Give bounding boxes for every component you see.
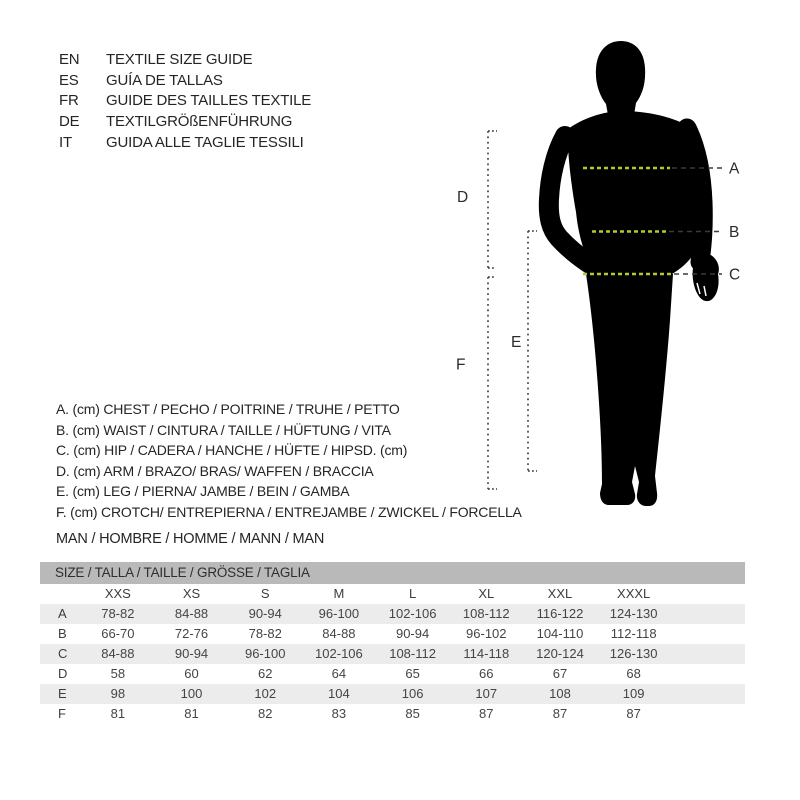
- table-cell: 81: [110, 706, 126, 721]
- measure-label-waist: B: [729, 224, 740, 241]
- table-cell: 78-82: [248, 626, 282, 641]
- table-cell: 116-122: [536, 606, 584, 621]
- table-cell: 98: [110, 686, 126, 701]
- legend-item-waist: B. (cm) WAIST / CINTURA / TAILLE / HÜFTUNG / VITA: [56, 421, 391, 438]
- table-cell: 102-106: [315, 646, 363, 661]
- table-cell: 58: [110, 666, 126, 681]
- measure-label-arm: D: [457, 189, 469, 206]
- table-cell: 87: [626, 706, 641, 721]
- measure-label-hip: C: [729, 266, 741, 284]
- table-cell: 108-112: [389, 646, 436, 661]
- table-cell: 78-82: [101, 606, 135, 621]
- language-title: GUIDE DES TAILLES TEXTILE: [106, 92, 312, 110]
- measurement-legend: [56, 399, 522, 523]
- language-code: FR: [59, 92, 79, 110]
- table-cell: 106: [401, 686, 424, 701]
- table-cell: 66: [479, 666, 494, 681]
- table-cell: 87: [552, 706, 568, 721]
- row-label: F: [58, 706, 66, 721]
- language-title: TEXTILGRÖßENFÜHRUNG: [106, 113, 293, 131]
- size-header-row: [40, 584, 745, 604]
- category-line: MAN / HOMBRE / HOMME / MANN / MAN: [56, 531, 325, 547]
- table-cell: 104: [328, 686, 350, 701]
- table-cell: 84-88: [174, 606, 209, 621]
- table-cell: 66-70: [101, 626, 135, 641]
- table-cell: 109: [622, 686, 645, 701]
- measure-label-leg: E: [511, 334, 522, 351]
- row-label: D: [58, 666, 68, 681]
- table-cell: 84-88: [101, 646, 135, 661]
- table-cell: 84-88: [322, 626, 356, 641]
- table-cell: 68: [626, 666, 641, 681]
- size-col-header: M: [333, 586, 345, 601]
- measure-label-crotch: F: [456, 356, 466, 374]
- table-cell: 108-112: [462, 606, 510, 621]
- table-cell: 64: [331, 666, 347, 681]
- table-cell: 60: [184, 666, 199, 681]
- table-cell: 96-100: [318, 606, 360, 621]
- measure-label-chest: A: [729, 160, 740, 178]
- size-col-header: XXL: [547, 586, 573, 601]
- table-cell: 90-94: [174, 646, 209, 661]
- language-code: DE: [59, 113, 80, 131]
- table-row-waist: [40, 624, 745, 644]
- table-cell: 82: [257, 706, 273, 721]
- size-col-header: S: [260, 586, 270, 601]
- table-cell: 108: [549, 686, 571, 701]
- table-cell: 90-94: [395, 626, 430, 641]
- table-cell: 120-124: [536, 646, 584, 661]
- size-col-header: XXS: [104, 586, 131, 601]
- size-table-title: SIZE / TALLA / TAILLE / GRÖSSE / TAGLIA: [40, 562, 745, 584]
- table-cell: 112-118: [610, 626, 657, 641]
- table-row-leg: [40, 684, 745, 704]
- table-cell: 100: [180, 686, 203, 701]
- legend-item-chest: A. (cm) CHEST / PECHO / POITRINE / TRUHE / PETTO: [56, 401, 400, 417]
- row-label: B: [58, 626, 67, 641]
- size-table: [40, 562, 745, 724]
- table-row-crotch: [40, 704, 745, 724]
- table-cell: 104-110: [536, 626, 584, 641]
- table-cell: 67: [552, 666, 568, 681]
- table-cell: 87: [479, 706, 494, 721]
- table-cell: 81: [184, 706, 199, 721]
- table-row-hip: [40, 644, 745, 664]
- language-title: TEXTILE SIZE GUIDE: [106, 51, 253, 68]
- table-cell: 90-94: [248, 606, 282, 621]
- table-cell: 114-118: [463, 646, 510, 661]
- row-label: E: [58, 686, 67, 701]
- row-label: C: [58, 646, 68, 661]
- table-cell: 102: [254, 686, 277, 701]
- table-cell: 72-76: [174, 626, 209, 641]
- table-cell: 83: [331, 706, 347, 721]
- table-cell: 96-100: [244, 646, 286, 661]
- size-col-header: XS: [182, 586, 201, 601]
- table-cell: 85: [405, 706, 420, 721]
- legend-item-leg: E. (cm) LEG / PIERNA/ JAMBE / BEIN / GAMBA: [56, 483, 350, 500]
- legend-item-hip: C. (cm) HIP / CADERA / HANCHE / HÜFTE / HIPSD. (cm): [56, 442, 408, 459]
- size-col-header: XXXL: [617, 586, 651, 601]
- table-cell: 107: [475, 686, 498, 701]
- table-row-arm: [40, 664, 745, 684]
- language-title: GUIDA ALLE TAGLIE TESSILI: [106, 133, 304, 151]
- language-code: ES: [59, 71, 79, 89]
- table-row-chest: [40, 604, 745, 624]
- row-label: A: [58, 606, 67, 621]
- table-cell: 124-130: [609, 606, 658, 621]
- table-cell: 62: [257, 666, 273, 681]
- corner-cell: [40, 584, 81, 604]
- size-col-header: L: [408, 586, 417, 601]
- legend-item-arm: D. (cm) ARM / BRAZO/ BRAS/ WAFFEN / BRACCIA: [56, 462, 374, 479]
- language-title-list: [59, 50, 311, 154]
- table-cell: 102-106: [388, 606, 437, 621]
- table-cell: 96-102: [466, 626, 507, 641]
- language-code: IT: [59, 133, 72, 151]
- language-title: GUÍA DE TALLAS: [106, 71, 223, 89]
- table-cell: 126-130: [609, 646, 658, 661]
- language-code: EN: [59, 51, 80, 68]
- legend-item-crotch: F. (cm) CROTCH/ ENTREPIERNA / ENTREJAMBE / ZWICKEL / FORCELLA: [56, 503, 522, 520]
- table-cell: 65: [405, 666, 420, 681]
- size-col-header: XL: [478, 586, 495, 601]
